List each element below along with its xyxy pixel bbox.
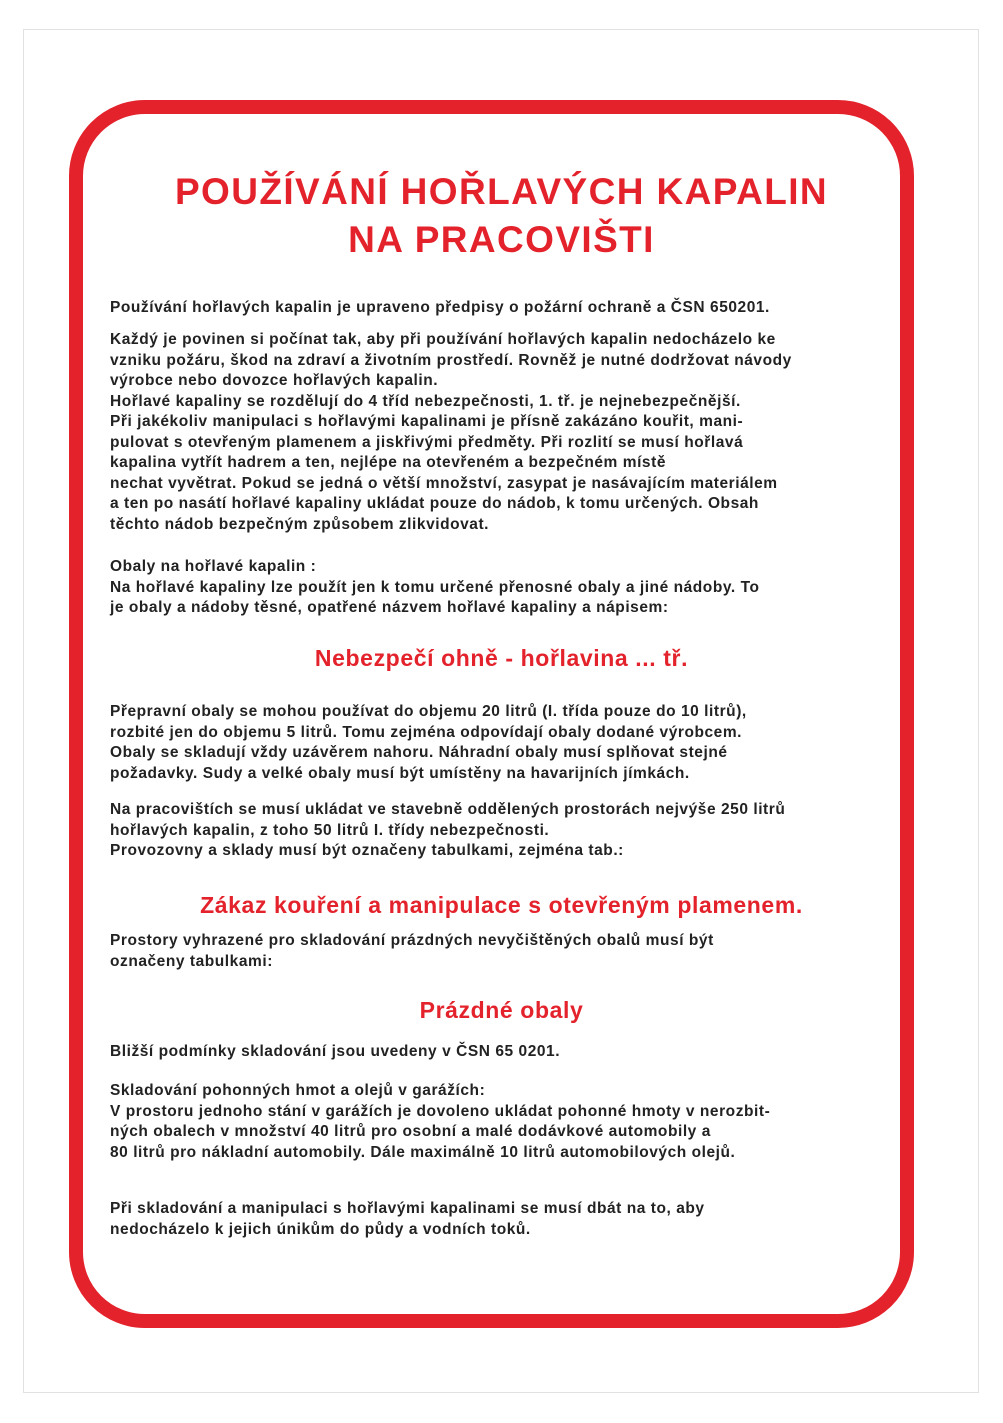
heading-no-smoking: Zákaz kouření a manipulace s otevřeným plamenem. <box>200 892 803 918</box>
paragraph-empty-container-storage: Prostory vyhrazené pro skladování prázdných nevyčištěných obalů musí být označeny tabulkami: <box>110 932 714 970</box>
paragraph-standard-reference: Bližší podmínky skladování jsou uvedeny v ČSN 65 0201. <box>110 1043 561 1060</box>
paragraph-intro: Používání hořlavých kapalin je upraveno předpisy o požární ochraně a ČSN 650201. <box>110 299 770 316</box>
paragraph-leak-prevention: Při skladování a manipulaci s hořlavými kapalinami se musí dbát na to, aby nedocházelo k jejich únikům do půdy a vodních toků. <box>110 1200 705 1238</box>
poster-title-line-1: POUŽÍVÁNÍ HOŘLAVÝCH KAPALIN <box>174 171 829 212</box>
paragraph-workplace-storage: Na pracovištích se musí ukládat ve stavebně oddělených prostorách nejvýše 250 litrů hořlavých kapalin, z toho 50 litrů I. třídy nebezpečnosti. Provozovny a sklady musí být označeny tabulkami, zejména tab.: <box>110 801 786 859</box>
heading-fire-hazard: Nebezpečí ohně - hořlavina ... tř. <box>314 645 689 671</box>
paragraph-transport-containers: Přepravní obaly se mohou používat do objemu 20 litrů (I. třída pouze do 10 litrů), rozbité jen do objemu 5 litrů. Tomu zejména odpovídají obaly dodané výrobcem. Obaly se skladují vždy uzávěrem nahoru. Náhradní obaly musí splňovat stejné požadavky. Sudy a velké obaly musí být umístěny na havarijních jímkách. <box>110 703 747 782</box>
poster-title-line-2: NA PRACOVIŠTI <box>348 219 655 260</box>
paragraph-garage-storage: Skladování pohonných hmot a olejů v garážích: V prostoru jednoho stání v garážích je dovoleno ukládat pohonné hmoty v nerozbit- ných obalech v množství 40 litrů pro osobní a malé dodávkové automobily a 80 litrů pro nákladní automobily. Dále maximálně 10 litrů automobilových olejů. <box>110 1082 771 1161</box>
paragraph-containers: Obaly na hořlavé kapalin : Na hořlavé kapaliny lze použít jen k tomu určené přenosné obaly a jiné nádoby. To je obaly a nádoby těsné, opatřené názvem hořlavé kapaliny a nápisem: <box>110 558 760 616</box>
paragraph-duties: Každý je povinen si počínat tak, aby při používání hořlavých kapalin nedocházelo ke vzniku požáru, škod na zdraví a životním prostředí. Rovněž je nutné dodržovat návody výrobce nebo dovozce hořlavých kapalin. Hořlavé kapaliny se rozdělují do 4 tříd nebezpečnosti, 1. tř. je nejnebezpečnější. Při jakékoliv manipulaci s hořlavými kapalinami je přísně zakázáno kouřit, mani- pulovat s otevřeným plamenem a jiskřivými předměty. Při rozlití se musí hořlavá kapalina vytřít hadrem a ten, nejlépe na otevřeném a bezpečném místě nechat vyvětrat. Pokud se jedná o větší množství, zasypat je nasávajícím materiálem a ten po nasátí hořlavé kapaliny ukládat pouze do nádob, k tomu určených. Obsah těchto nádob bezpečným způsobem zlikvidovat. <box>110 331 792 533</box>
heading-empty-containers: Prázdné obaly <box>419 997 584 1023</box>
